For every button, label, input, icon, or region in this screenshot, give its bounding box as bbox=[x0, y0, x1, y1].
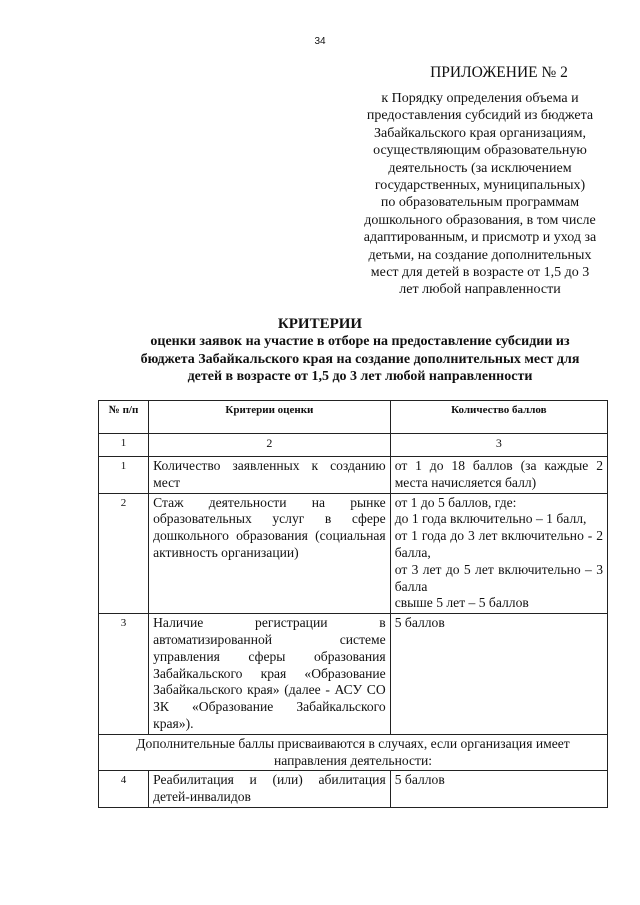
index-cell: 3 bbox=[390, 434, 607, 457]
appendix-line: лет любой направленности bbox=[399, 282, 561, 298]
points-line: от 1 до 5 баллов, где: bbox=[394, 494, 517, 510]
points-line: свыше 5 лет – 5 баллов bbox=[394, 595, 529, 611]
row-points: 5 баллов bbox=[390, 771, 607, 808]
row-points: от 1 до 18 баллов (за каждые 2 места начисляется балл) bbox=[390, 457, 607, 494]
appendix-line: деятельность (за исключением bbox=[388, 160, 572, 176]
criteria-line: бюджета Забайкальского края на создание дополнительных мест для bbox=[140, 351, 580, 367]
appendix-line: адаптированным, и присмотр и уход за bbox=[363, 230, 597, 246]
appendix-line: дошкольного образования, в том числе bbox=[364, 212, 596, 228]
table-row bbox=[99, 614, 608, 735]
appendix-line: предоставления субсидий из бюджета bbox=[366, 108, 594, 124]
appendix-line: Забайкальского края организациям, bbox=[374, 125, 586, 141]
appendix-line: мест для детей в возрасте от 1,5 до 3 bbox=[370, 265, 590, 281]
appendix-line: детьми, на создание дополнительных bbox=[368, 247, 592, 263]
appendix-line: осуществляющим образовательную bbox=[373, 143, 587, 159]
table-header-row bbox=[99, 401, 608, 434]
appendix-line: государственных, муниципальных) bbox=[374, 178, 586, 194]
criteria-table bbox=[98, 400, 608, 808]
points-line: от 1 года до 3 лет включительно - 2 балла, bbox=[394, 528, 603, 560]
points-line: до 1 года включительно – 1 балл, bbox=[394, 511, 587, 527]
appendix-line: к Порядку определения объема и bbox=[381, 91, 579, 106]
header-num: № п/п bbox=[99, 401, 149, 434]
criteria-title: КРИТЕРИИ bbox=[277, 316, 363, 332]
appendix-title: ПРИЛОЖЕНИЕ № 2 bbox=[430, 64, 568, 81]
criteria-line: оценки заявок на участие в отборе на предоставление субсидии из bbox=[150, 334, 570, 349]
row-num: 2 bbox=[99, 493, 149, 614]
row-num: 1 bbox=[99, 457, 149, 494]
row-criterion: Наличие регистрации в автоматизированной системе управления сферы образования Забайкальского края «Образование Забайкальского края» (далее - АСУ СО ЗК «Образование Забайкальского края»). bbox=[149, 614, 391, 735]
row-num: 4 bbox=[99, 771, 149, 808]
row-criterion: Стаж деятельности на рынке образовательных услуг в сфере дошкольного образования (социальная активность организации) bbox=[149, 493, 391, 614]
table-row bbox=[99, 493, 608, 614]
appendix-subtitle bbox=[345, 90, 615, 299]
additional-note: Дополнительные баллы присваиваются в случаях, если организация имеет направления деятельности: bbox=[99, 734, 608, 771]
row-num: 3 bbox=[99, 614, 149, 735]
index-row bbox=[99, 434, 608, 457]
index-cell: 1 bbox=[99, 434, 149, 457]
row-criterion: Реабилитация и (или) абилитация детей-инвалидов bbox=[149, 771, 391, 808]
row-points bbox=[390, 493, 607, 614]
row-criterion: Количество заявленных к созданию мест bbox=[149, 457, 391, 494]
page-number: 34 bbox=[314, 36, 326, 47]
criteria-line: детей в возрасте от 1,5 до 3 лет любой направленности bbox=[187, 369, 533, 384]
header-criterion: Критерии оценки bbox=[149, 401, 391, 434]
table-row bbox=[99, 771, 608, 808]
table-row bbox=[99, 457, 608, 494]
additional-note-row bbox=[99, 734, 608, 771]
row-points: 5 баллов bbox=[390, 614, 607, 735]
points-line: от 3 лет до 5 лет включительно – 3 балла bbox=[394, 561, 603, 594]
criteria-subtitle bbox=[100, 333, 620, 386]
header-points: Количество баллов bbox=[390, 401, 607, 434]
appendix-line: по образовательным программам bbox=[380, 195, 580, 211]
index-cell: 2 bbox=[149, 434, 391, 457]
